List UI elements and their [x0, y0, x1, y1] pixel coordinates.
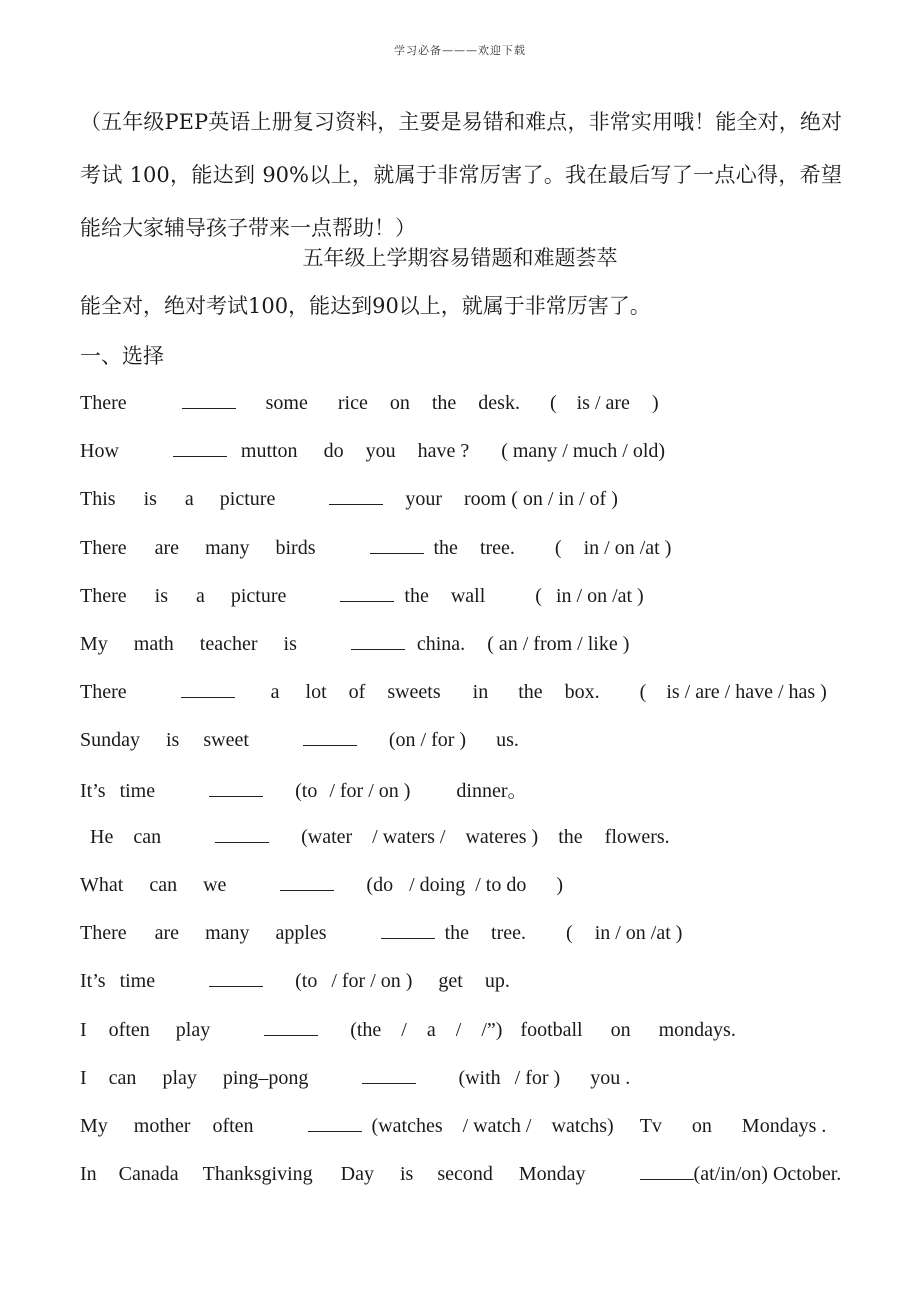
question-word: mother: [133, 1115, 191, 1137]
question-word: china.: [416, 633, 466, 655]
note-line: 能全对，绝对考试100，能达到90以上，就属于非常厉害了。: [80, 294, 651, 318]
question-word: Mondays .: [741, 1115, 827, 1137]
question-word: wateres ): [465, 825, 539, 848]
question-word: Sunday: [80, 729, 140, 752]
question-word: on: [691, 1115, 712, 1137]
question-word: get: [438, 970, 463, 993]
question-word: of: [348, 681, 366, 704]
question-word: play: [175, 1018, 211, 1041]
question-word: ( an / from / like ): [487, 633, 630, 655]
answer-blank[interactable]: [329, 484, 383, 505]
question-word: Tv: [639, 1115, 662, 1137]
question-line: [80, 388, 659, 415]
question-word: math: [133, 633, 174, 655]
question-word: ): [556, 874, 563, 896]
question-word: / to do: [475, 874, 527, 896]
answer-blank[interactable]: [209, 776, 263, 797]
page-title: 五年级上学期容易错题和难题荟萃: [302, 246, 618, 270]
question-word: (: [554, 536, 562, 559]
answer-blank[interactable]: [308, 1111, 362, 1132]
question-line: [80, 822, 670, 849]
question-line: [80, 1111, 826, 1138]
question-word: I: [80, 1066, 87, 1089]
question-word: in / on /at ): [583, 536, 672, 559]
question-word: (watches: [371, 1115, 443, 1137]
question-line: [80, 774, 528, 803]
question-word: is: [166, 729, 180, 752]
question-word: (: [566, 922, 573, 945]
question-line: [80, 533, 671, 560]
question-word: is: [154, 584, 168, 607]
question-word: There: [80, 681, 127, 704]
question-word: dinner。: [456, 779, 528, 802]
answer-blank[interactable]: [181, 677, 235, 698]
question-word: / doing: [409, 874, 466, 896]
question-word: (water: [301, 825, 353, 848]
question-word: / waters /: [372, 825, 446, 848]
question-word: In: [80, 1163, 97, 1186]
answer-blank[interactable]: [370, 533, 424, 554]
answer-blank[interactable]: [182, 388, 236, 409]
question-word: can: [133, 825, 162, 848]
question-word: (the: [350, 1018, 382, 1041]
question-word: can: [108, 1066, 137, 1089]
question-word: Day: [340, 1163, 374, 1186]
answer-blank[interactable]: [209, 966, 263, 987]
question-word: tree.: [479, 536, 515, 559]
question-word: There: [80, 392, 127, 414]
question-word: we: [203, 874, 227, 896]
question-word: flowers.: [604, 825, 670, 848]
question-line: [80, 436, 665, 463]
question-word: ): [651, 392, 659, 414]
question-word: us.: [496, 729, 519, 752]
question-word: desk.: [478, 392, 520, 414]
question-word: ping–pong: [222, 1066, 309, 1089]
question-word: What: [80, 874, 124, 896]
question-word: is / are / have / has ): [666, 681, 827, 704]
question-line: [80, 677, 827, 704]
question-word: / for / on ): [329, 779, 411, 802]
question-word: is: [143, 488, 157, 511]
question-word: many: [205, 536, 250, 559]
question-word: are: [154, 922, 180, 945]
question-word: / for ): [514, 1066, 561, 1089]
question-line: [80, 629, 629, 656]
question-word: do: [323, 440, 344, 463]
answer-blank[interactable]: [280, 870, 334, 891]
question-word: /: [401, 1018, 407, 1041]
question-word: a: [184, 488, 194, 511]
question-line: [80, 484, 618, 511]
question-word: /”): [481, 1018, 503, 1041]
question-line: [80, 1015, 736, 1042]
question-line: [80, 918, 682, 945]
question-word: teacher: [199, 633, 258, 655]
question-word: mondays.: [658, 1018, 736, 1041]
section-heading: 一、选择: [80, 344, 164, 368]
question-word: It’s: [80, 779, 106, 802]
question-word: There: [80, 922, 127, 945]
question-line: [80, 1159, 841, 1186]
question-word: sweet: [203, 729, 249, 752]
question-word: lot: [305, 681, 327, 704]
question-word: is: [399, 1163, 414, 1186]
question-word: picture: [219, 488, 276, 511]
question-word: There: [80, 536, 127, 559]
question-word: in: [472, 681, 489, 704]
question-word: apples: [275, 922, 327, 945]
question-line: [80, 966, 510, 993]
question-word: you: [365, 440, 396, 463]
question-word: mutton: [240, 440, 298, 463]
question-word: some: [265, 392, 308, 414]
answer-blank[interactable]: [351, 629, 405, 650]
question-word: often: [108, 1018, 150, 1041]
question-word: on: [389, 392, 410, 414]
question-word: Canada: [118, 1163, 179, 1186]
question-word: Thanksgiving: [202, 1163, 313, 1186]
question-word: There: [80, 584, 127, 607]
question-word: is / are: [576, 392, 630, 414]
question-word: play: [162, 1066, 197, 1089]
question-word: This: [80, 488, 116, 511]
question-word: many: [205, 922, 250, 945]
question-word: the: [431, 392, 457, 414]
question-word: wall: [450, 584, 486, 607]
question-line: [80, 581, 644, 608]
question-word: /: [455, 1018, 462, 1041]
question-word: a: [426, 1018, 436, 1041]
question-word: time: [119, 779, 156, 802]
answer-blank[interactable]: [640, 1159, 694, 1180]
answer-blank[interactable]: [264, 1015, 318, 1036]
question-word: watchs): [551, 1115, 614, 1137]
question-word: I: [80, 1018, 87, 1041]
question-word: He: [90, 825, 114, 848]
question-word: (: [639, 681, 647, 704]
question-word: (: [549, 392, 557, 414]
answer-blank[interactable]: [303, 725, 357, 746]
question-word: football: [520, 1018, 583, 1041]
question-word: the: [518, 681, 543, 704]
question-word: ( many / much / old): [501, 440, 666, 463]
question-word: / watch /: [462, 1115, 532, 1137]
question-word: picture: [230, 584, 287, 607]
question-word: Monday: [518, 1163, 586, 1186]
question-word: tree.: [491, 922, 527, 945]
question-word: How: [80, 440, 119, 463]
question-line: [80, 1063, 630, 1090]
question-word: often: [212, 1115, 254, 1137]
question-word: (to: [295, 970, 318, 993]
question-word: have ?: [417, 440, 470, 463]
question-word: your: [405, 488, 442, 511]
answer-blank[interactable]: [215, 822, 269, 843]
question-word: It’s: [80, 970, 106, 993]
question-line: [80, 725, 519, 752]
question-word: up.: [484, 970, 510, 993]
question-word: sweets: [387, 681, 441, 704]
question-word: second: [437, 1163, 493, 1186]
question-word: time: [119, 970, 156, 993]
question-word: (: [535, 584, 542, 607]
answer-blank[interactable]: [173, 436, 227, 457]
question-word: / for / on ): [331, 970, 413, 993]
question-word: a: [270, 681, 280, 704]
question-word: (on / for ): [388, 729, 467, 752]
question-word: the: [444, 922, 470, 945]
question-word: My: [80, 1115, 108, 1137]
question-word: on: [610, 1018, 631, 1041]
question-word: box.: [564, 681, 600, 704]
question-word: you .: [590, 1066, 631, 1089]
question-line: [80, 870, 563, 897]
question-word: in / on /at ): [594, 922, 683, 945]
question-word: are: [154, 536, 180, 559]
question-word: (to: [295, 779, 318, 802]
question-word: is: [283, 633, 297, 655]
question-word: a: [195, 584, 205, 607]
page-header: 学习必备———欢迎下载: [394, 44, 526, 57]
question-word: in / on /at ): [555, 584, 644, 607]
question-word: birds: [275, 536, 316, 559]
question-word: the: [404, 584, 429, 607]
intro-paragraph: （五年级PEP英语上册复习资料，主要是易错和难点，非常实用哦！能全对，绝对考试 100，能达到 90%以上，就属于非常厉害了。我在最后写了一点心得，希望能给大家辅导孩子带来一点帮助！）: [80, 110, 842, 240]
question-word: rice: [337, 392, 368, 414]
answer-blank[interactable]: [340, 581, 394, 602]
answer-blank[interactable]: [381, 918, 435, 939]
question-word: the: [433, 536, 458, 559]
answer-blank[interactable]: [362, 1063, 416, 1084]
question-word: (at/in/on) October.: [693, 1163, 842, 1186]
question-word: My: [80, 633, 108, 655]
question-word: (do: [366, 874, 394, 896]
question-word: (with: [458, 1066, 501, 1089]
question-word: can: [149, 874, 178, 896]
question-word: the: [558, 825, 583, 848]
question-word: room ( on / in / of ): [464, 488, 618, 511]
